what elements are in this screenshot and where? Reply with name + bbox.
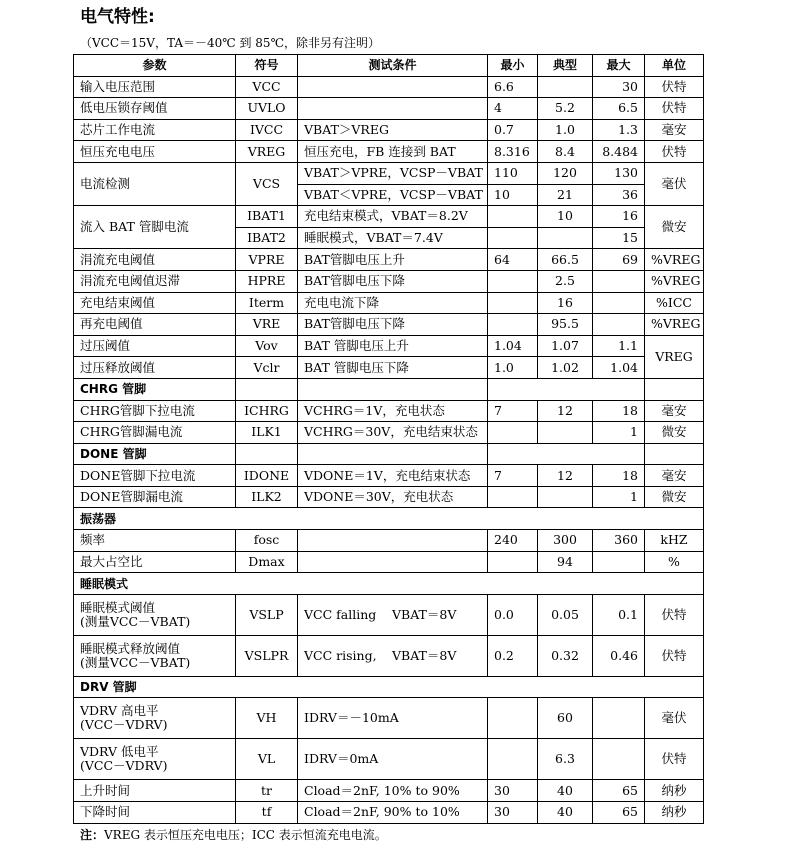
min-cell: 7 bbox=[488, 400, 538, 422]
test-cell: BAT 管脚电压下降 bbox=[298, 357, 488, 379]
symbol-cell: HPRE bbox=[236, 270, 298, 292]
unit-cell: 纳秒 bbox=[645, 802, 704, 824]
symbol-cell: tr bbox=[236, 780, 298, 802]
header-max: 最大 bbox=[593, 55, 645, 77]
max-cell: 69 bbox=[593, 249, 645, 271]
header-unit: 单位 bbox=[645, 55, 704, 77]
min-cell bbox=[488, 486, 538, 508]
max-cell: 30 bbox=[593, 76, 645, 98]
header-param: 参数 bbox=[74, 55, 236, 77]
param-cell: 充电结束阈值 bbox=[74, 292, 236, 314]
symbol-cell: ILK1 bbox=[236, 422, 298, 444]
test-cond-a: VCC falling bbox=[304, 606, 377, 622]
typ-cell: 1.02 bbox=[538, 357, 593, 379]
typ-cell: 2.5 bbox=[538, 270, 593, 292]
max-cell: 65 bbox=[593, 780, 645, 802]
unit-cell: 毫伏 bbox=[645, 162, 704, 205]
typ-cell: 0.32 bbox=[538, 635, 593, 676]
header-min: 最小 bbox=[488, 55, 538, 77]
typ-cell bbox=[538, 76, 593, 98]
unit-cell: 纳秒 bbox=[645, 780, 704, 802]
symbol-cell: VL bbox=[236, 739, 298, 780]
typ-cell: 8.4 bbox=[538, 141, 593, 163]
param-cell: 涓流充电阈值迟滞 bbox=[74, 270, 236, 292]
unit-cell: 伏特 bbox=[645, 635, 704, 676]
min-cell: 8.316 bbox=[488, 141, 538, 163]
section-heading-oscillator: 振荡器 bbox=[74, 508, 704, 530]
unit-cell: 毫伏 bbox=[645, 698, 704, 739]
max-cell: 65 bbox=[593, 802, 645, 824]
param-cell: CHRG管脚下拉电流 bbox=[74, 400, 236, 422]
table-row bbox=[74, 119, 704, 141]
typ-cell: 40 bbox=[538, 780, 593, 802]
min-cell bbox=[488, 206, 538, 228]
param-line-2: (VCC－VDRV) bbox=[80, 717, 168, 733]
test-cell: 睡眠模式，VBAT＝7.4V bbox=[298, 227, 488, 249]
param-line-2: (测量VCC－VBAT) bbox=[80, 654, 191, 670]
max-cell: 18 bbox=[593, 400, 645, 422]
electrical-characteristics-table bbox=[73, 54, 704, 824]
min-cell bbox=[488, 739, 538, 780]
test-cell bbox=[298, 530, 488, 552]
table-row bbox=[74, 206, 704, 228]
max-cell: 6.5 bbox=[593, 98, 645, 120]
section-row bbox=[74, 508, 704, 530]
table-row bbox=[74, 551, 704, 573]
section-heading-drv: DRV 管脚 bbox=[74, 676, 704, 698]
unit-cell: 伏特 bbox=[645, 739, 704, 780]
param-cell: 下降时间 bbox=[74, 802, 236, 824]
min-cell: 30 bbox=[488, 780, 538, 802]
max-cell bbox=[593, 270, 645, 292]
max-cell: 15 bbox=[593, 227, 645, 249]
test-cond-b: VBAT＝8V bbox=[392, 606, 457, 622]
table-header-row bbox=[74, 55, 704, 77]
table-row bbox=[74, 400, 704, 422]
max-cell: 1 bbox=[593, 486, 645, 508]
param-cell: 芯片工作电流 bbox=[74, 119, 236, 141]
symbol-cell: ILK2 bbox=[236, 486, 298, 508]
test-cell: 充电电流下降 bbox=[298, 292, 488, 314]
max-cell: 360 bbox=[593, 530, 645, 552]
typ-cell: 12 bbox=[538, 400, 593, 422]
param-cell: 流入 BAT 管脚电流 bbox=[74, 206, 236, 249]
unit-cell: 伏特 bbox=[645, 141, 704, 163]
table-row bbox=[74, 465, 704, 487]
param-cell: 过压释放阈值 bbox=[74, 357, 236, 379]
param-line-1: VDRV 高电平 bbox=[80, 703, 159, 719]
unit-cell: 伏特 bbox=[645, 76, 704, 98]
footnote-label: 注： bbox=[80, 828, 105, 842]
typ-cell: 60 bbox=[538, 698, 593, 739]
max-cell: 8.484 bbox=[593, 141, 645, 163]
max-cell bbox=[593, 314, 645, 336]
typ-cell: 16 bbox=[538, 292, 593, 314]
max-cell: 16 bbox=[593, 206, 645, 228]
param-cell: 频率 bbox=[74, 530, 236, 552]
min-cell: 0.0 bbox=[488, 594, 538, 635]
max-cell: 0.1 bbox=[593, 594, 645, 635]
test-cell: 恒压充电，FB 连接到 BAT bbox=[298, 141, 488, 163]
param-cell bbox=[74, 594, 236, 635]
min-cell: 6.6 bbox=[488, 76, 538, 98]
symbol-cell: IBAT2 bbox=[236, 227, 298, 249]
param-cell: 恒压充电电压 bbox=[74, 141, 236, 163]
table-row bbox=[74, 698, 704, 739]
table-row bbox=[74, 141, 704, 163]
min-cell bbox=[488, 270, 538, 292]
test-cell: Cload＝2nF, 90% to 10% bbox=[298, 802, 488, 824]
param-cell: DONE管脚下拉电流 bbox=[74, 465, 236, 487]
unit-cell: 毫安 bbox=[645, 119, 704, 141]
table-row bbox=[74, 270, 704, 292]
max-cell: 1.04 bbox=[593, 357, 645, 379]
param-cell: 过压阈值 bbox=[74, 335, 236, 357]
min-cell bbox=[488, 227, 538, 249]
typ-cell: 1.0 bbox=[538, 119, 593, 141]
symbol-cell: VCC bbox=[236, 76, 298, 98]
max-cell: 1 bbox=[593, 422, 645, 444]
table-row bbox=[74, 314, 704, 336]
param-cell: 最大占空比 bbox=[74, 551, 236, 573]
param-cell bbox=[74, 739, 236, 780]
typ-cell: 40 bbox=[538, 802, 593, 824]
typ-cell: 66.5 bbox=[538, 249, 593, 271]
test-cell: IDRV＝－10mA bbox=[298, 698, 488, 739]
table-row bbox=[74, 635, 704, 676]
unit-cell: 微安 bbox=[645, 486, 704, 508]
symbol-cell: IBAT1 bbox=[236, 206, 298, 228]
table-row bbox=[74, 780, 704, 802]
section-heading-done: DONE 管脚 bbox=[74, 443, 236, 465]
param-cell: 再充电阈值 bbox=[74, 314, 236, 336]
table-row bbox=[74, 594, 704, 635]
section-row bbox=[74, 676, 704, 698]
param-cell bbox=[74, 698, 236, 739]
test-cond-b: VBAT＝8V bbox=[392, 647, 457, 663]
min-cell: 4 bbox=[488, 98, 538, 120]
symbol-cell: fosc bbox=[236, 530, 298, 552]
max-cell bbox=[593, 739, 645, 780]
unit-cell: %ICC bbox=[645, 292, 704, 314]
min-cell bbox=[488, 314, 538, 336]
param-cell: 涓流充电阈值 bbox=[74, 249, 236, 271]
table-row bbox=[74, 802, 704, 824]
typ-cell: 120 bbox=[538, 162, 593, 184]
table-row bbox=[74, 249, 704, 271]
header-test: 测试条件 bbox=[298, 55, 488, 77]
test-cell: BAT管脚电压上升 bbox=[298, 249, 488, 271]
table-row bbox=[74, 292, 704, 314]
max-cell: 130 bbox=[593, 162, 645, 184]
test-cell bbox=[298, 594, 488, 635]
param-line-1: 睡眠模式释放阈值 bbox=[80, 640, 181, 656]
min-cell: 1.04 bbox=[488, 335, 538, 357]
unit-cell: 伏特 bbox=[645, 98, 704, 120]
param-cell: CHRG管脚漏电流 bbox=[74, 422, 236, 444]
symbol-cell: Vclr bbox=[236, 357, 298, 379]
test-cell: Cload＝2nF, 10% to 90% bbox=[298, 780, 488, 802]
param-cell: 输入电压范围 bbox=[74, 76, 236, 98]
min-cell: 110 bbox=[488, 162, 538, 184]
test-cell: VBAT＞VPRE，VCSP－VBAT bbox=[298, 162, 488, 184]
unit-cell: 微安 bbox=[645, 206, 704, 249]
symbol-cell: VCS bbox=[236, 162, 298, 205]
table-row bbox=[74, 486, 704, 508]
max-cell: 1.1 bbox=[593, 335, 645, 357]
max-cell bbox=[593, 551, 645, 573]
table-row bbox=[74, 98, 704, 120]
unit-cell: kHZ bbox=[645, 530, 704, 552]
table-row bbox=[74, 739, 704, 780]
symbol-cell: ICHRG bbox=[236, 400, 298, 422]
typ-cell: 21 bbox=[538, 184, 593, 206]
min-cell bbox=[488, 422, 538, 444]
test-cond-a: VCC rising, bbox=[304, 647, 377, 663]
symbol-cell: UVLO bbox=[236, 98, 298, 120]
typ-cell bbox=[538, 422, 593, 444]
section-row bbox=[74, 443, 704, 465]
test-cell bbox=[298, 76, 488, 98]
test-cell bbox=[298, 635, 488, 676]
test-cell: BAT 管脚电压上升 bbox=[298, 335, 488, 357]
param-cell: 电流检测 bbox=[74, 162, 236, 205]
typ-cell: 1.07 bbox=[538, 335, 593, 357]
test-cell: VCHRG＝30V，充电结束状态 bbox=[298, 422, 488, 444]
min-cell: 30 bbox=[488, 802, 538, 824]
typ-cell: 6.3 bbox=[538, 739, 593, 780]
typ-cell: 300 bbox=[538, 530, 593, 552]
typ-cell bbox=[538, 227, 593, 249]
symbol-cell: VSLP bbox=[236, 594, 298, 635]
symbol-cell: IDONE bbox=[236, 465, 298, 487]
test-cell: 充电结束模式，VBAT＝8.2V bbox=[298, 206, 488, 228]
typ-cell: 95.5 bbox=[538, 314, 593, 336]
typ-cell bbox=[538, 486, 593, 508]
unit-cell: 毫安 bbox=[645, 400, 704, 422]
max-cell: 18 bbox=[593, 465, 645, 487]
section-heading-chrg: CHRG 管脚 bbox=[74, 378, 236, 400]
test-cell: BAT管脚电压下降 bbox=[298, 314, 488, 336]
test-cell: VBAT＜VPRE，VCSP－VBAT bbox=[298, 184, 488, 206]
test-cell: BAT管脚电压下降 bbox=[298, 270, 488, 292]
test-cell: VCHRG＝1V，充电状态 bbox=[298, 400, 488, 422]
unit-cell: 毫安 bbox=[645, 465, 704, 487]
unit-cell: % bbox=[645, 551, 704, 573]
table-row bbox=[74, 335, 704, 357]
typ-cell: 12 bbox=[538, 465, 593, 487]
symbol-cell: VSLPR bbox=[236, 635, 298, 676]
max-cell bbox=[593, 698, 645, 739]
table-row bbox=[74, 162, 704, 184]
section-row bbox=[74, 573, 704, 595]
symbol-cell: VREG bbox=[236, 141, 298, 163]
test-cell bbox=[298, 98, 488, 120]
param-line-1: VDRV 低电平 bbox=[80, 744, 159, 760]
symbol-cell: VPRE bbox=[236, 249, 298, 271]
table-row bbox=[74, 357, 704, 379]
param-cell: 低电压锁存阈值 bbox=[74, 98, 236, 120]
param-cell bbox=[74, 635, 236, 676]
section-title: 电气特性: bbox=[80, 7, 155, 27]
header-symbol: 符号 bbox=[236, 55, 298, 77]
section-row bbox=[74, 378, 704, 400]
unit-cell: 微安 bbox=[645, 422, 704, 444]
unit-cell: VREG bbox=[645, 335, 704, 378]
test-condition-note: （VCC＝15V，TA＝－40℃ 到 85℃，除非另有注明） bbox=[80, 36, 380, 50]
typ-cell: 5.2 bbox=[538, 98, 593, 120]
param-cell: DONE管脚漏电流 bbox=[74, 486, 236, 508]
test-cell: VDONE＝30V，充电状态 bbox=[298, 486, 488, 508]
section-heading-sleep: 睡眠模式 bbox=[74, 573, 704, 595]
typ-cell: 0.05 bbox=[538, 594, 593, 635]
param-line-1: 睡眠模式阈值 bbox=[80, 599, 156, 615]
table-row bbox=[74, 530, 704, 552]
min-cell bbox=[488, 292, 538, 314]
min-cell: 0.2 bbox=[488, 635, 538, 676]
unit-cell: %VREG bbox=[645, 270, 704, 292]
param-cell: 上升时间 bbox=[74, 780, 236, 802]
header-typ: 典型 bbox=[538, 55, 593, 77]
test-cell: VDONE＝1V，充电结束状态 bbox=[298, 465, 488, 487]
param-line-2: (VCC－VDRV) bbox=[80, 758, 168, 774]
symbol-cell: VRE bbox=[236, 314, 298, 336]
typ-cell: 10 bbox=[538, 206, 593, 228]
max-cell: 1.3 bbox=[593, 119, 645, 141]
symbol-cell: VH bbox=[236, 698, 298, 739]
unit-cell: %VREG bbox=[645, 314, 704, 336]
test-cell: VBAT＞VREG bbox=[298, 119, 488, 141]
symbol-cell: Dmax bbox=[236, 551, 298, 573]
symbol-cell: Iterm bbox=[236, 292, 298, 314]
unit-cell: 伏特 bbox=[645, 594, 704, 635]
param-line-2: (测量VCC－VBAT) bbox=[80, 613, 191, 629]
typ-cell: 94 bbox=[538, 551, 593, 573]
min-cell: 7 bbox=[488, 465, 538, 487]
min-cell bbox=[488, 551, 538, 573]
min-cell: 64 bbox=[488, 249, 538, 271]
min-cell bbox=[488, 698, 538, 739]
unit-cell: %VREG bbox=[645, 249, 704, 271]
symbol-cell: IVCC bbox=[236, 119, 298, 141]
footnote-text: VREG 表示恒压充电电压；ICC 表示恒流充电电流。 bbox=[104, 828, 387, 842]
footnote bbox=[80, 826, 387, 843]
symbol-cell: tf bbox=[236, 802, 298, 824]
min-cell: 240 bbox=[488, 530, 538, 552]
test-cell bbox=[298, 551, 488, 573]
symbol-cell: Vov bbox=[236, 335, 298, 357]
min-cell: 0.7 bbox=[488, 119, 538, 141]
max-cell: 0.46 bbox=[593, 635, 645, 676]
table-row bbox=[74, 76, 704, 98]
table-row bbox=[74, 422, 704, 444]
max-cell: 36 bbox=[593, 184, 645, 206]
max-cell bbox=[593, 292, 645, 314]
test-cell: IDRV＝0mA bbox=[298, 739, 488, 780]
min-cell: 1.0 bbox=[488, 357, 538, 379]
min-cell: 10 bbox=[488, 184, 538, 206]
